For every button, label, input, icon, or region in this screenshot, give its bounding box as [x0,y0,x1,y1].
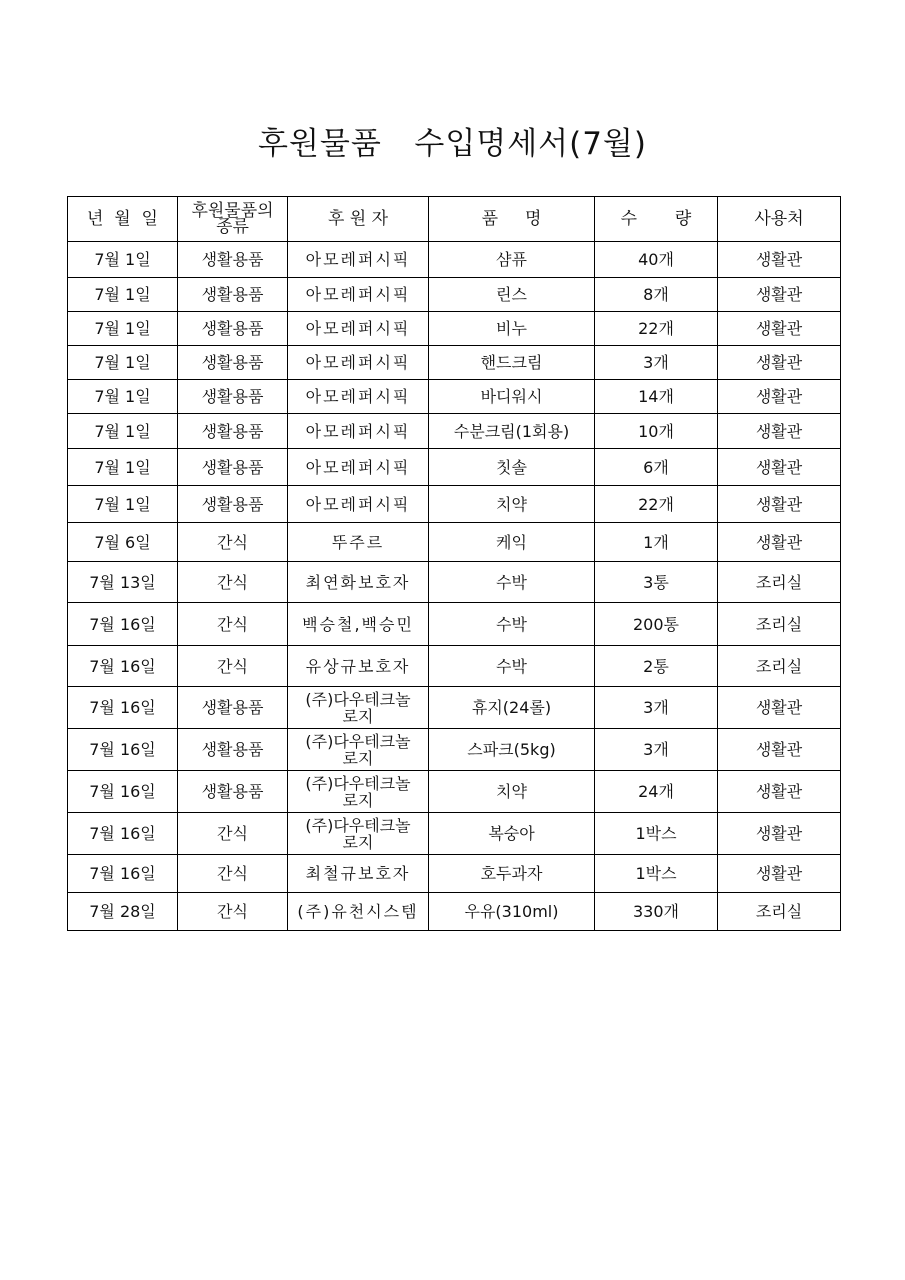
cell-usage: 생활관 [718,813,841,855]
cell-quantity: 1개 [595,523,718,562]
cell-item: 휴지(24롤) [429,687,595,729]
table-row [68,278,841,312]
cell-category: 생활용품 [178,687,288,729]
table-row [68,486,841,523]
table-row [68,312,841,346]
cell-donor: 뚜주르 [288,523,429,562]
cell-quantity: 3통 [595,562,718,603]
cell-donor: (주)다우테크놀 로지 [288,729,429,771]
cell-category: 간식 [178,562,288,603]
cell-date: 7월 1일 [68,242,178,278]
header-date: 년 월 일 [68,197,178,242]
cell-donor: (주)다우테크놀 로지 [288,771,429,813]
table-body [68,242,841,931]
cell-donor: 최연화보호자 [288,562,429,603]
cell-quantity: 330개 [595,893,718,931]
cell-date: 7월 16일 [68,813,178,855]
cell-donor: 아모레퍼시픽 [288,449,429,486]
cell-item: 수박 [429,562,595,603]
cell-date: 7월 1일 [68,414,178,449]
cell-usage: 생활관 [718,771,841,813]
cell-item: 샴퓨 [429,242,595,278]
cell-date: 7월 1일 [68,278,178,312]
table-row [68,523,841,562]
table-row [68,729,841,771]
cell-category: 간식 [178,855,288,893]
cell-date: 7월 16일 [68,646,178,687]
cell-usage: 조리실 [718,646,841,687]
cell-category: 생활용품 [178,380,288,414]
cell-donor: 아모레퍼시픽 [288,380,429,414]
cell-usage: 생활관 [718,312,841,346]
cell-donor: 아모레퍼시픽 [288,486,429,523]
cell-item: 핸드크림 [429,346,595,380]
cell-quantity: 24개 [595,771,718,813]
cell-item: 치약 [429,486,595,523]
cell-date: 7월 1일 [68,346,178,380]
cell-item: 비누 [429,312,595,346]
cell-quantity: 1박스 [595,813,718,855]
cell-donor: 아모레퍼시픽 [288,312,429,346]
cell-usage: 생활관 [718,380,841,414]
cell-item: 수분크림(1회용) [429,414,595,449]
table-row [68,449,841,486]
cell-category: 간식 [178,646,288,687]
cell-category: 생활용품 [178,278,288,312]
cell-date: 7월 28일 [68,893,178,931]
page-title: 후원물품 수입명세서(7월) [258,126,647,162]
donation-table [67,196,841,931]
cell-item: 칫솔 [429,449,595,486]
cell-item: 바디워시 [429,380,595,414]
table-row [68,380,841,414]
table-row [68,813,841,855]
cell-category: 간식 [178,603,288,646]
table-row [68,893,841,931]
cell-usage: 조리실 [718,562,841,603]
table-row [68,771,841,813]
cell-quantity: 6개 [595,449,718,486]
cell-usage: 생활관 [718,449,841,486]
cell-date: 7월 13일 [68,562,178,603]
cell-date: 7월 16일 [68,771,178,813]
cell-category: 간식 [178,813,288,855]
cell-usage: 생활관 [718,687,841,729]
cell-quantity: 3개 [595,729,718,771]
cell-item: 호두과자 [429,855,595,893]
cell-item: 수박 [429,646,595,687]
cell-quantity: 8개 [595,278,718,312]
table-row [68,414,841,449]
cell-category: 생활용품 [178,414,288,449]
cell-quantity: 3개 [595,687,718,729]
cell-quantity: 2통 [595,646,718,687]
cell-date: 7월 6일 [68,523,178,562]
cell-donor: 유상규보호자 [288,646,429,687]
table-header-row [68,197,841,242]
cell-donor: (주)다우테크놀 로지 [288,687,429,729]
cell-quantity: 40개 [595,242,718,278]
table-row [68,346,841,380]
cell-quantity: 3개 [595,346,718,380]
cell-quantity: 14개 [595,380,718,414]
table-row [68,562,841,603]
cell-usage: 생활관 [718,729,841,771]
cell-donor: 최철규보호자 [288,855,429,893]
cell-category: 생활용품 [178,346,288,380]
cell-item: 스파크(5kg) [429,729,595,771]
cell-category: 간식 [178,893,288,931]
cell-item: 복숭아 [429,813,595,855]
cell-quantity: 200통 [595,603,718,646]
cell-item: 우유(310ml) [429,893,595,931]
cell-quantity: 22개 [595,312,718,346]
cell-item: 린스 [429,278,595,312]
cell-donor: 아모레퍼시픽 [288,414,429,449]
cell-usage: 생활관 [718,278,841,312]
cell-donor: 아모레퍼시픽 [288,242,429,278]
cell-date: 7월 16일 [68,687,178,729]
cell-date: 7월 1일 [68,449,178,486]
cell-category: 생활용품 [178,449,288,486]
cell-usage: 조리실 [718,603,841,646]
cell-usage: 생활관 [718,346,841,380]
cell-category: 간식 [178,523,288,562]
cell-date: 7월 16일 [68,855,178,893]
cell-usage: 생활관 [718,855,841,893]
cell-category: 생활용품 [178,486,288,523]
cell-donor: (주)유천시스템 [288,893,429,931]
header-quantity: 수 량 [595,197,718,242]
cell-date: 7월 1일 [68,312,178,346]
cell-date: 7월 1일 [68,486,178,523]
cell-donor: 아모레퍼시픽 [288,346,429,380]
table-row [68,603,841,646]
cell-category: 생활용품 [178,312,288,346]
cell-category: 생활용품 [178,242,288,278]
header-donor: 후 원 자 [288,197,429,242]
cell-usage: 생활관 [718,486,841,523]
cell-item: 수박 [429,603,595,646]
cell-date: 7월 16일 [68,603,178,646]
table-row [68,646,841,687]
cell-quantity: 22개 [595,486,718,523]
cell-usage: 생활관 [718,414,841,449]
cell-usage: 생활관 [718,523,841,562]
cell-date: 7월 1일 [68,380,178,414]
cell-donor: 백승철,백승민 [288,603,429,646]
cell-usage: 생활관 [718,242,841,278]
cell-item: 치약 [429,771,595,813]
cell-quantity: 1박스 [595,855,718,893]
table-row [68,855,841,893]
cell-category: 생활용품 [178,729,288,771]
header-usage: 사용처 [718,197,841,242]
cell-donor: 아모레퍼시픽 [288,278,429,312]
cell-category: 생활용품 [178,771,288,813]
table-row [68,242,841,278]
cell-usage: 조리실 [718,893,841,931]
header-category: 후원물품의 종류 [178,197,288,242]
cell-quantity: 10개 [595,414,718,449]
header-item: 품 명 [429,197,595,242]
table-row [68,687,841,729]
cell-item: 케익 [429,523,595,562]
cell-date: 7월 16일 [68,729,178,771]
cell-donor: (주)다우테크놀 로지 [288,813,429,855]
